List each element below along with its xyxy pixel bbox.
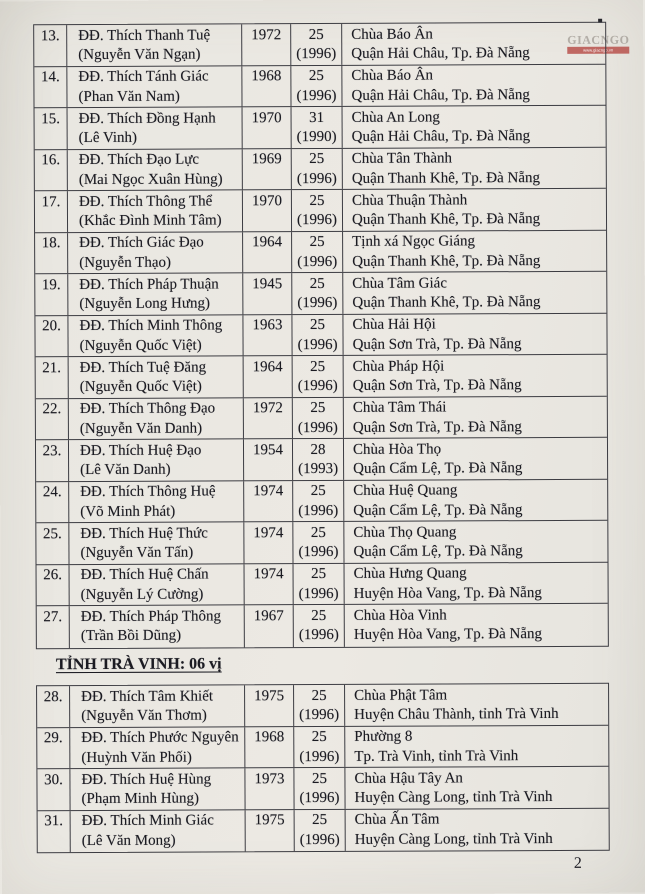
secular-name: (Lê Vinh) — [78, 129, 138, 147]
temple-cell — [345, 767, 608, 809]
monk-name-cell — [69, 356, 244, 397]
monk-name-cell — [70, 605, 245, 647]
table-row — [37, 767, 608, 811]
row-number: 18. — [35, 233, 68, 274]
temple-cell — [343, 230, 606, 272]
ordination-year: (1996) — [297, 378, 338, 395]
ordination-cell — [294, 685, 345, 726]
monk-name-cell — [70, 564, 245, 605]
temple-address: Quận Thanh Khê, Tp. Đà Nẵng — [351, 169, 541, 187]
ordination-year: (1996) — [299, 707, 340, 724]
monk-name-cell — [68, 107, 243, 148]
temple-address: Quận Sơn Trà, Tp. Đà Nẵng — [352, 418, 522, 436]
dharma-name: ĐĐ. Thích Pháp Thuận — [79, 275, 219, 293]
ordination-year: (1996) — [297, 253, 338, 270]
ordination-cell — [295, 809, 346, 851]
secular-name: (Nguyễn Quốc Việt) — [79, 378, 202, 396]
birth-year-cell: 1974 — [245, 564, 294, 605]
ordination-years: 25 — [310, 358, 326, 375]
dharma-name: ĐĐ. Thích Pháp Thông — [80, 607, 222, 625]
temple-address: Quận Hải Châu, Tp. Đà Nẵng — [351, 86, 530, 104]
temple-address: Quận Cẩm Lệ, Tp. Đà Nẵng — [353, 501, 523, 519]
temple-address: Quận Cẩm Lệ, Tp. Đà Nẵng — [353, 543, 523, 560]
row-number: 31. — [38, 811, 71, 853]
secular-name: (Huỳnh Văn Phối) — [81, 749, 192, 766]
secular-name: (Nguyễn Văn Danh) — [79, 420, 203, 437]
secular-name: (Võ Minh Phát) — [80, 503, 176, 520]
temple-cell — [345, 684, 608, 726]
secular-name: (Khắc Đình Minh Tâm) — [78, 212, 222, 230]
ordination-cell — [292, 314, 343, 355]
temple-name: Chùa Thuận Thành — [351, 191, 468, 209]
ordination-cell — [292, 107, 343, 148]
temple-cell — [344, 396, 607, 438]
table-row — [34, 64, 605, 108]
ordination-cell — [292, 190, 343, 231]
secular-name: (Phạm Minh Hùng) — [81, 790, 200, 808]
temple-address: Quận Thanh Khê, Tp. Đà Nẵng — [352, 252, 541, 270]
ordination-cell — [294, 726, 345, 767]
ordination-years: 25 — [309, 275, 325, 292]
ordination-year: (1996) — [298, 502, 339, 519]
temple-name: Chùa Huệ Quang — [353, 482, 458, 499]
ordination-year: (1996) — [299, 790, 340, 807]
birth-year-cell: 1974 — [244, 481, 293, 522]
row-number: 15. — [35, 108, 68, 149]
page-number: 2 — [573, 854, 582, 872]
monk-name-cell — [70, 685, 245, 726]
ordination-cell — [294, 563, 345, 604]
temple-address: Quận Sơn Trà, Tp. Đà Nẵng — [352, 377, 522, 394]
temple-cell — [344, 521, 607, 563]
temple-cell — [344, 479, 607, 521]
dharma-name: ĐĐ. Thích Minh Thông — [79, 317, 223, 335]
table-row — [35, 189, 606, 233]
temple-name: Chùa Tân Thành — [351, 150, 453, 167]
ordination-years: 25 — [309, 316, 326, 334]
monk-name-cell — [68, 273, 243, 314]
row-number: 13. — [34, 25, 67, 66]
dharma-name: ĐĐ. Thích Huệ Đạo — [79, 442, 202, 459]
temple-name: Chùa Hòa Vinh — [353, 606, 447, 624]
birth-year-cell: 1963 — [243, 315, 292, 356]
ordination-cell — [291, 65, 342, 106]
temple-address: Quận Thanh Khê, Tp. Đà Nẵng — [351, 211, 541, 228]
temple-cell — [344, 355, 607, 397]
ordination-years: 25 — [309, 233, 325, 251]
ordination-year: (1996) — [298, 544, 339, 561]
table-row — [36, 396, 607, 440]
birth-year-cell: 1964 — [244, 356, 293, 397]
monk-name-cell — [67, 66, 242, 107]
birth-year-cell: 1964 — [243, 232, 292, 273]
secular-name: (Nguyễn Quốc Việt) — [79, 337, 202, 354]
temple-address: Huyện Càng Long, tỉnh Trà Vinh — [354, 830, 553, 848]
ordination-year: (1996) — [298, 627, 339, 644]
ordination-year: (1996) — [297, 336, 338, 353]
ordination-years: 25 — [311, 565, 327, 583]
table-row — [36, 355, 607, 399]
ordination-year: (1996) — [297, 419, 338, 436]
watermark-url: www.giacngo.vn — [583, 47, 614, 53]
dharma-name: ĐĐ. Thích Phước Nguyên — [81, 729, 239, 747]
secular-name: (Phan Văn Nam) — [78, 88, 180, 105]
table-row — [34, 23, 605, 67]
birth-year-cell: 1970 — [243, 190, 292, 231]
dharma-name: ĐĐ. Thích Đồng Hạnh — [78, 109, 216, 127]
temple-name: Chùa Pháp Hội — [352, 357, 445, 375]
row-number: 25. — [36, 523, 69, 564]
monk-name-cell — [68, 232, 243, 273]
temple-name: Phường 8 — [354, 728, 413, 745]
birth-year-cell: 1975 — [245, 685, 294, 726]
row-number: 21. — [36, 357, 69, 398]
row-number: 30. — [37, 769, 70, 810]
temple-name: Chùa Hải Hội — [352, 316, 436, 333]
monk-name-cell — [68, 315, 243, 356]
ordination-cell — [293, 480, 344, 521]
ordination-cell — [293, 397, 344, 438]
monks-table-da-nang — [33, 22, 609, 649]
row-number: 28. — [37, 686, 70, 727]
monk-name-cell — [69, 398, 244, 439]
ordination-year: (1993) — [298, 461, 339, 478]
temple-cell — [343, 313, 606, 355]
ordination-cell — [291, 24, 342, 65]
birth-year-cell: 1954 — [244, 439, 293, 480]
birth-year-cell: 1945 — [243, 273, 292, 314]
monk-name-cell — [68, 190, 243, 231]
row-number: 22. — [36, 399, 69, 440]
ordination-years: 25 — [311, 770, 327, 787]
ordination-year: (1996) — [297, 295, 338, 312]
monk-name-cell — [69, 522, 244, 563]
ordination-years: 25 — [309, 192, 325, 209]
dharma-name: ĐĐ. Thích Tâm Khiết — [81, 687, 214, 705]
table-row — [37, 684, 608, 728]
temple-cell — [342, 64, 605, 106]
monk-name-cell — [68, 149, 243, 190]
ordination-year: (1996) — [299, 748, 340, 765]
row-number: 14. — [34, 67, 67, 108]
ordination-cell — [292, 231, 343, 272]
ordination-cell — [293, 356, 344, 397]
dharma-name: ĐĐ. Thích Tuệ Đăng — [79, 359, 207, 376]
temple-cell — [345, 562, 608, 604]
temple-name: Tịnh xá Ngọc Giáng — [352, 233, 476, 250]
section-header-tra-vinh: TỈNH TRÀ VINH: 06 vị — [55, 655, 222, 674]
ordination-years: 28 — [310, 441, 326, 458]
secular-name: (Mai Ngọc Xuân Hùng) — [78, 171, 223, 188]
ordination-cell — [292, 148, 343, 189]
table-row — [36, 438, 607, 482]
watermark-text: GIACNGO — [567, 32, 630, 47]
monks-table-tra-vinh — [36, 683, 610, 853]
monk-name-cell — [67, 24, 242, 65]
temple-cell — [343, 189, 606, 231]
ordination-cell — [292, 273, 343, 314]
dharma-name: ĐĐ. Thích Thông Thể — [78, 192, 213, 210]
ordination-cell — [293, 439, 344, 480]
ordination-years: 25 — [309, 150, 325, 168]
ordination-year: (1996) — [296, 46, 337, 63]
ordination-year: (1990) — [296, 129, 337, 146]
temple-address: Quận Sơn Trà, Tp. Đà Nẵng — [352, 335, 522, 353]
temple-address: Huyện Hòa Vang, Tp. Đà Nẵng — [353, 584, 542, 602]
row-number: 17. — [35, 191, 68, 232]
temple-address: Huyện Hòa Vang, Tp. Đà Nẵng — [353, 626, 543, 643]
temple-cell — [343, 272, 606, 314]
table-row — [38, 808, 609, 852]
dharma-name: ĐĐ. Thích Minh Giác — [81, 812, 214, 830]
monk-name-cell — [70, 727, 245, 768]
row-number: 20. — [35, 316, 68, 357]
table-row — [36, 521, 607, 565]
temple-name: Chùa Tâm Giác — [352, 274, 448, 292]
monk-name-cell — [70, 768, 245, 809]
row-number: 16. — [35, 150, 68, 191]
table-row — [37, 604, 608, 648]
ordination-cell — [294, 768, 345, 809]
secular-name: (Nguyễn Thạo) — [79, 254, 172, 271]
dharma-name: ĐĐ. Thích Giác Đạo — [79, 234, 204, 252]
birth-year-cell: 1972 — [244, 398, 293, 439]
ordination-years: 25 — [311, 607, 327, 624]
ordination-years: 31 — [309, 109, 325, 126]
secular-name: (Nguyễn Văn Thơm) — [81, 707, 207, 725]
temple-name: Chùa Ấn Tâm — [354, 811, 440, 828]
temple-name: Chùa Thọ Quang — [353, 523, 457, 541]
row-number: 23. — [36, 440, 69, 481]
ordination-year: (1996) — [296, 170, 337, 187]
temple-name: Chùa Hòa Thọ — [352, 440, 442, 458]
table-row — [35, 313, 606, 357]
temple-name: Chùa Báo Ân — [351, 26, 433, 43]
table-row — [35, 272, 606, 316]
temple-address: Huyện Càng Long, tỉnh Trà Vinh — [354, 789, 553, 806]
temple-cell — [342, 23, 605, 65]
ordination-year: (1996) — [298, 585, 339, 602]
secular-name: (Lê Văn Danh) — [80, 461, 171, 479]
row-number: 26. — [37, 565, 70, 606]
temple-address: Quận Hải Châu, Tp. Đà Nẵng — [351, 45, 530, 62]
temple-cell — [343, 147, 606, 189]
ordination-years: 25 — [308, 26, 324, 43]
birth-year-cell: 1970 — [243, 107, 292, 148]
birth-year-cell: 1975 — [246, 810, 295, 852]
ordination-years: 25 — [308, 67, 324, 85]
temple-name: Chùa Hậu Tây An — [354, 769, 463, 787]
dharma-name: ĐĐ. Thích Huệ Hùng — [81, 770, 212, 788]
temple-cell — [343, 106, 606, 148]
ordination-years: 25 — [312, 811, 328, 829]
table-row — [35, 147, 606, 191]
birth-year-cell: 1974 — [244, 522, 293, 563]
temple-name: Chùa Tâm Thái — [352, 399, 447, 416]
secular-name: (Nguyễn Lý Cường) — [80, 586, 204, 603]
dharma-name: ĐĐ. Thích Thanh Tuệ — [78, 26, 211, 44]
ordination-years: 25 — [311, 728, 327, 746]
ordination-year: (1996) — [296, 87, 337, 104]
ordination-cell — [294, 605, 345, 647]
monk-name-cell — [71, 810, 246, 852]
ordination-years: 25 — [310, 399, 326, 417]
temple-name: Chùa Báo Ân — [351, 67, 434, 84]
temple-name: Chùa Phật Tâm — [354, 686, 448, 704]
dharma-name: ĐĐ. Thích Huệ Thức — [80, 525, 208, 542]
temple-address: Quận Thanh Khê, Tp. Đà Nẵng — [352, 294, 541, 311]
temple-cell — [345, 604, 608, 647]
temple-address: Quận Cẩm Lệ, Tp. Đà Nẵng — [353, 460, 523, 477]
row-number: 24. — [36, 482, 69, 523]
secular-name: (Nguyễn Văn Tấn) — [80, 544, 194, 562]
table-row — [37, 562, 608, 606]
row-number: 29. — [37, 728, 70, 769]
temple-cell — [345, 725, 608, 767]
ordination-years: 25 — [310, 482, 326, 500]
row-number: 19. — [35, 274, 68, 315]
ordination-year: (1996) — [299, 831, 340, 848]
dharma-name: ĐĐ. Thích Đạo Lực — [78, 151, 200, 169]
dharma-name: ĐĐ. Thích Thông Đạo — [79, 400, 216, 418]
temple-address: Huyện Châu Thành, tỉnh Trà Vinh — [354, 706, 559, 723]
secular-name: (Lê Văn Mong) — [81, 832, 176, 849]
secular-name: (Nguyễn Văn Ngạn) — [78, 46, 201, 64]
dharma-name: ĐĐ. Thích Thông Huệ — [80, 483, 216, 501]
temple-address: Tp. Trà Vinh, tỉnh Trà Vinh — [354, 747, 519, 765]
temple-cell — [346, 808, 609, 851]
temple-name: Chùa An Long — [351, 108, 440, 126]
birth-year-cell: 1973 — [245, 768, 294, 809]
temple-cell — [344, 438, 607, 480]
dharma-name: ĐĐ. Thích Huệ Chấn — [80, 566, 209, 584]
birth-year-cell: 1969 — [243, 149, 292, 190]
secular-name: (Trần Bồi Dũng) — [80, 627, 182, 645]
birth-year-cell: 1968 — [245, 727, 294, 768]
ordination-years: 25 — [311, 687, 327, 704]
table-row — [35, 230, 606, 274]
ordination-year: (1996) — [296, 212, 338, 229]
secular-name: (Nguyễn Long Hưng) — [79, 295, 211, 313]
table-row — [36, 479, 607, 523]
dharma-name: ĐĐ. Thích Tánh Giác — [78, 68, 209, 86]
row-number: 27. — [37, 606, 70, 648]
monk-name-cell — [69, 439, 244, 480]
monk-name-cell — [69, 481, 244, 522]
table-row — [37, 725, 608, 769]
ordination-cell — [293, 522, 344, 563]
temple-name: Chùa Hưng Quang — [353, 565, 467, 582]
temple-address: Quận Hải Châu, Tp. Đà Nẵng — [351, 128, 531, 145]
birth-year-cell: 1972 — [242, 24, 291, 65]
ordination-years: 25 — [310, 524, 326, 541]
birth-year-cell: 1967 — [245, 605, 294, 647]
table-row — [35, 106, 606, 150]
birth-year-cell: 1968 — [242, 66, 291, 107]
